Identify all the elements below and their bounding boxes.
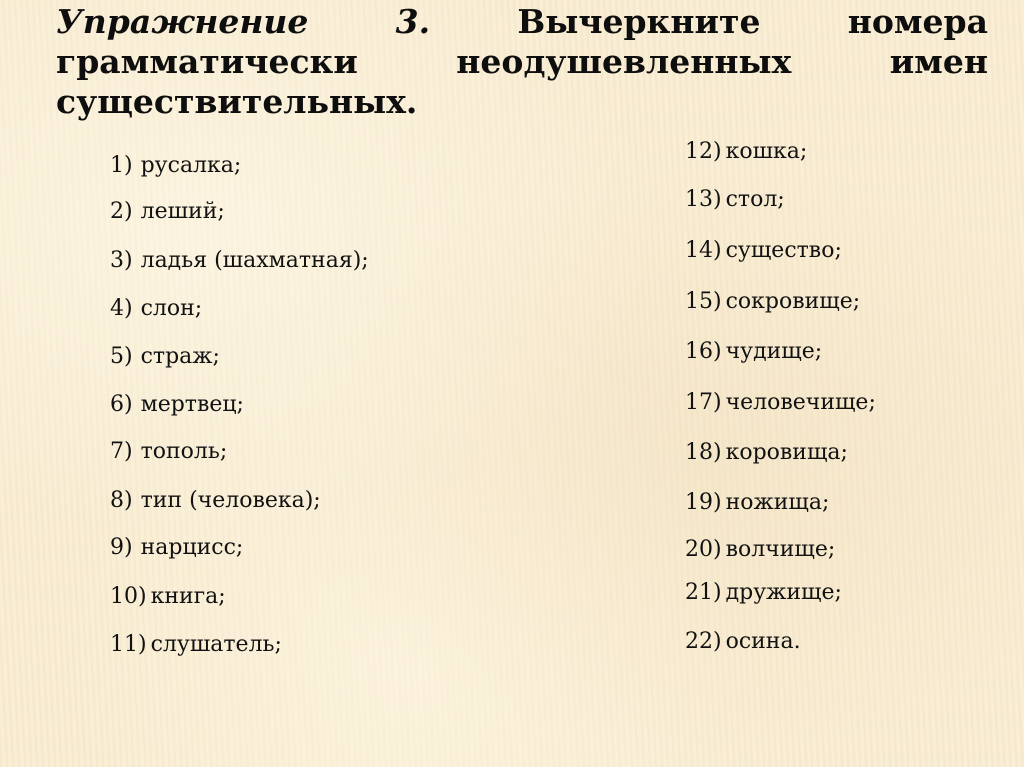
title-line-3: существительных. (56, 82, 418, 121)
list-item: 3) ладья (шахматная); (110, 248, 369, 273)
list-item: 1) русалка; (110, 153, 242, 178)
list-item: 11) слушатель; (110, 632, 282, 657)
title-exercise-label: Упражнение (56, 2, 309, 41)
title-word: Вычеркните (517, 2, 761, 41)
list-item: 18) коровища; (685, 440, 848, 465)
list-item: 7) тополь; (110, 439, 228, 464)
title-word: номера (847, 2, 988, 41)
title-word: грамматически (56, 42, 358, 81)
list-item: 8) тип (человека); (110, 488, 321, 513)
list-item: 9) нарцисс; (110, 535, 244, 560)
list-item: 16) чудище; (685, 339, 823, 364)
title-word: неодушевленных (456, 42, 792, 81)
list-item: 22) осина. (685, 629, 801, 654)
list-item: 20) волчище; (685, 537, 836, 562)
list-item: 12) кошка; (685, 139, 808, 164)
list-item: 19) ножища; (685, 490, 830, 515)
title-exercise-number: 3. (395, 2, 431, 41)
exercise-title (56, 2, 988, 122)
title-word: имен (889, 42, 988, 81)
list-item: 14) существо; (685, 238, 842, 263)
list-item: 5) страж; (110, 344, 220, 369)
list-item: 21) дружище; (685, 580, 842, 605)
list-item: 6) мертвец; (110, 392, 244, 417)
title-line-2 (56, 42, 988, 82)
list-item: 2) леший; (110, 199, 225, 224)
list-item: 13) стол; (685, 187, 785, 212)
list-item: 17) человечище; (685, 390, 876, 415)
title-line-1 (56, 2, 988, 42)
list-item: 10) книга; (110, 584, 226, 609)
list-item: 4) слон; (110, 296, 203, 321)
list-item: 15) сокровище; (685, 289, 861, 314)
